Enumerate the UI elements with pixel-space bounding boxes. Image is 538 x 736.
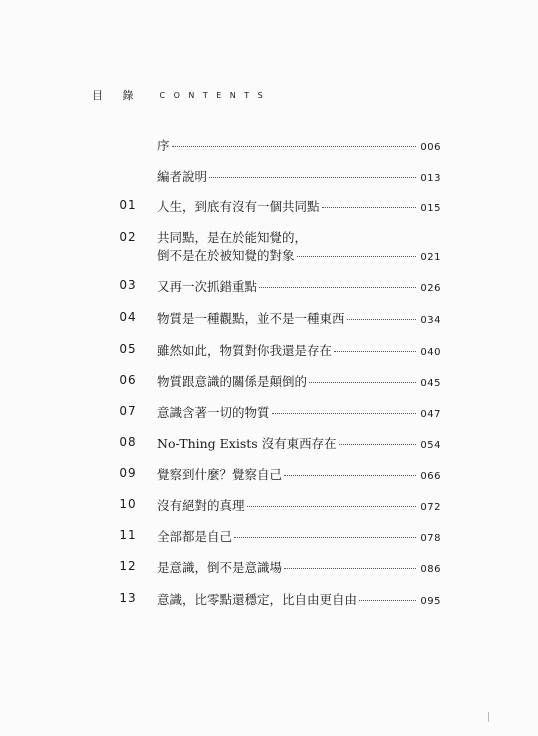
entry-page: 086 [420, 564, 441, 575]
entry-page: 054 [420, 440, 441, 451]
entry-page: 034 [420, 315, 441, 326]
page-edge-mark [488, 712, 489, 722]
entry-title: 物質是一種觀點，並不是一種東西 [157, 311, 345, 326]
entry-title-line1: 共同點，是在於能知覺的， [157, 230, 308, 245]
entry-title: 是意識，倒不是意識場 [157, 560, 283, 575]
dot-leader [259, 287, 416, 288]
entry-title: 序 [157, 138, 170, 153]
entry-page: 006 [420, 142, 441, 153]
entry-number: 11 [119, 528, 137, 542]
dot-leader [284, 475, 416, 476]
entry-number: 06 [119, 373, 137, 387]
entry-page: 013 [420, 173, 441, 184]
entry-number: 10 [119, 497, 137, 511]
entry-page: 015 [420, 203, 441, 214]
entry-title: 全部都是自己 [157, 529, 233, 544]
entry-number: 09 [119, 466, 137, 480]
dot-leader [172, 146, 417, 147]
entry-title: No-Thing Exists 沒有東西存在 [157, 436, 337, 451]
entry-number: 05 [119, 342, 137, 356]
entry-title: 倒不是在於被知覺的對象 [157, 248, 295, 263]
entry-title: 覺察到什麼？覺察自己 [157, 467, 283, 482]
entry-number: 12 [119, 559, 137, 573]
entry-number: 02 [119, 230, 137, 244]
dot-leader [309, 382, 416, 383]
entry-page: 072 [420, 502, 441, 513]
dot-leader [247, 506, 417, 507]
entry-number: 07 [119, 404, 137, 418]
dot-leader [297, 256, 417, 257]
dot-leader [334, 351, 416, 352]
entry-page: 045 [420, 378, 441, 389]
entry-number: 13 [119, 591, 137, 605]
dot-leader [284, 568, 416, 569]
dot-leader [359, 600, 416, 601]
entry-page: 078 [420, 533, 441, 544]
toc-header [92, 87, 271, 103]
dot-leader [209, 177, 416, 178]
entry-title: 編者說明 [157, 169, 208, 184]
entry-page: 026 [420, 283, 441, 294]
entry-page: 066 [420, 471, 441, 482]
dot-leader [234, 537, 416, 538]
entry-number: 04 [119, 310, 137, 324]
dot-leader [339, 444, 417, 445]
entry-title: 人生，到底有沒有一個共同點 [157, 199, 320, 214]
entry-title: 沒有絕對的真理 [157, 498, 245, 513]
dot-leader [347, 319, 417, 320]
dot-leader [322, 207, 417, 208]
entry-title: 又再一次抓錯重點 [157, 279, 258, 294]
dot-leader [272, 413, 417, 414]
entry-title: 雖然如此，物質對你我還是存在 [157, 343, 333, 358]
entry-number: 03 [119, 278, 137, 292]
entry-title: 意識含著一切的物質 [157, 405, 270, 420]
entry-page: 021 [420, 252, 441, 263]
entry-title: 物質跟意識的關係是顛倒的 [157, 374, 308, 389]
entry-number: 01 [119, 198, 137, 212]
entry-page: 040 [420, 347, 441, 358]
entry-page: 095 [420, 596, 441, 607]
entry-title: 意識，比零點還穩定，比自由更自由 [157, 592, 358, 607]
toc-title-chinese: 目 錄 [92, 89, 142, 102]
entry-number: 08 [119, 435, 137, 449]
toc-title-english: CONTENTS [159, 90, 272, 100]
entry-page: 047 [420, 409, 441, 420]
